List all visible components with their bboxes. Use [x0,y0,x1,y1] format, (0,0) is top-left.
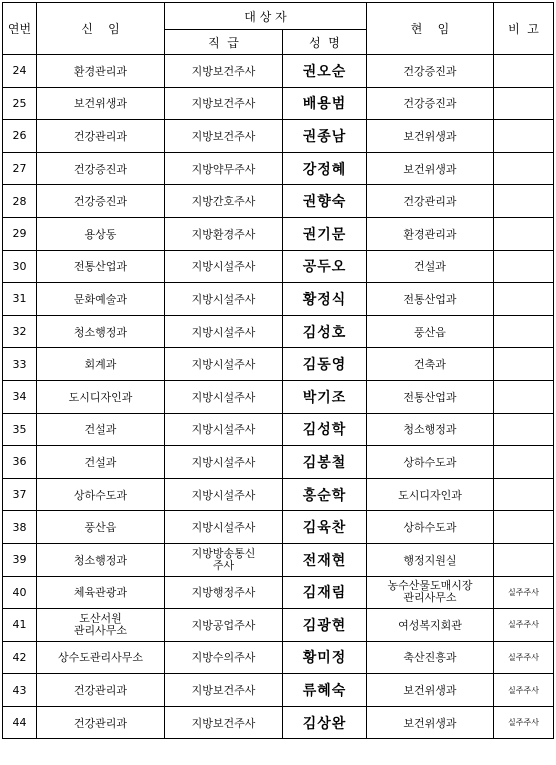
table-row [3,641,554,674]
cell-new-post: 전통산업과 [37,250,165,283]
table-row [3,315,554,348]
cell-seq: 41 [3,609,37,642]
cell-name: 황정식 [283,283,367,316]
cell-name: 류혜숙 [283,674,367,707]
cell-seq: 30 [3,250,37,283]
cell-remarks [494,217,554,250]
cell-remarks: 실주주사 [494,641,554,674]
cell-current-post: 보건위생과 [367,706,494,739]
cell-rank: 지방보건주사 [165,87,283,120]
cell-rank: 지방약무주사 [165,152,283,185]
cell-rank: 지방시설주사 [165,446,283,479]
cell-rank: 지방시설주사 [165,478,283,511]
cell-remarks [494,543,554,576]
cell-name: 김상완 [283,706,367,739]
cell-seq: 37 [3,478,37,511]
table-row [3,609,554,642]
cell-remarks [494,283,554,316]
cell-seq: 36 [3,446,37,479]
cell-name: 김재림 [283,576,367,609]
cell-seq: 29 [3,217,37,250]
cell-remarks [494,152,554,185]
cell-rank: 지방방송통신 주사 [165,543,283,576]
cell-rank: 지방간호주사 [165,185,283,218]
cell-current-post: 행정지원실 [367,543,494,576]
cell-new-post: 건설과 [37,446,165,479]
cell-new-post: 건강관리과 [37,120,165,153]
cell-remarks [494,446,554,479]
cell-remarks [494,413,554,446]
cell-remarks [494,55,554,88]
table-row [3,706,554,739]
cell-name: 김동영 [283,348,367,381]
cell-rank: 지방보건주사 [165,674,283,707]
cell-seq: 27 [3,152,37,185]
cell-new-post: 건강증진과 [37,152,165,185]
cell-new-post: 도산서원 관리사무소 [37,609,165,642]
cell-remarks [494,185,554,218]
cell-seq: 28 [3,185,37,218]
cell-name: 황미정 [283,641,367,674]
table-row [3,185,554,218]
cell-new-post: 청소행정과 [37,315,165,348]
cell-rank: 지방시설주사 [165,348,283,381]
table-row [3,446,554,479]
cell-current-post: 상하수도과 [367,511,494,544]
cell-name: 권종남 [283,120,367,153]
cell-seq: 43 [3,674,37,707]
cell-name: 공두오 [283,250,367,283]
cell-current-post: 여성복지회관 [367,609,494,642]
cell-new-post: 용상동 [37,217,165,250]
cell-seq: 40 [3,576,37,609]
header-seq: 연번 [3,3,37,55]
cell-rank: 지방보건주사 [165,706,283,739]
cell-remarks [494,120,554,153]
cell-name: 전재현 [283,543,367,576]
cell-rank: 지방공업주사 [165,609,283,642]
cell-current-post: 도시디자인과 [367,478,494,511]
cell-name: 김광현 [283,609,367,642]
personnel-table [2,2,554,739]
cell-name: 강정혜 [283,152,367,185]
table-row [3,348,554,381]
cell-rank: 지방보건주사 [165,55,283,88]
table-row [3,511,554,544]
cell-seq: 31 [3,283,37,316]
cell-seq: 26 [3,120,37,153]
table-row [3,576,554,609]
table-row [3,543,554,576]
header-new-post: 신 임 [37,3,165,55]
cell-current-post: 축산진흥과 [367,641,494,674]
cell-current-post: 전통산업과 [367,380,494,413]
cell-remarks: 실주주사 [494,609,554,642]
cell-seq: 42 [3,641,37,674]
table-row [3,674,554,707]
cell-seq: 34 [3,380,37,413]
cell-name: 권기문 [283,217,367,250]
cell-rank: 지방시설주사 [165,283,283,316]
table-row [3,55,554,88]
cell-remarks [494,87,554,120]
cell-new-post: 청소행정과 [37,543,165,576]
cell-seq: 24 [3,55,37,88]
cell-name: 홍순학 [283,478,367,511]
cell-rank: 지방시설주사 [165,315,283,348]
cell-name: 김봉철 [283,446,367,479]
cell-new-post: 문화예술과 [37,283,165,316]
cell-name: 김성학 [283,413,367,446]
cell-current-post: 전통산업과 [367,283,494,316]
cell-rank: 지방행정주사 [165,576,283,609]
cell-current-post: 보건위생과 [367,152,494,185]
cell-current-post: 건강관리과 [367,185,494,218]
cell-current-post: 환경관리과 [367,217,494,250]
cell-remarks [494,348,554,381]
table-row [3,152,554,185]
cell-name: 박기조 [283,380,367,413]
cell-rank: 지방수의주사 [165,641,283,674]
table-row [3,250,554,283]
header-name: 성 명 [283,30,367,55]
cell-new-post: 환경관리과 [37,55,165,88]
cell-rank: 지방보건주사 [165,120,283,153]
cell-name: 권오순 [283,55,367,88]
header-current-post: 현 임 [367,3,494,55]
table-body [3,55,554,739]
cell-name: 김육찬 [283,511,367,544]
cell-name: 김성호 [283,315,367,348]
cell-seq: 32 [3,315,37,348]
cell-current-post: 건설과 [367,250,494,283]
cell-current-post: 건축과 [367,348,494,381]
table-row [3,120,554,153]
cell-new-post: 상하수도과 [37,478,165,511]
cell-seq: 39 [3,543,37,576]
cell-remarks: 실주주사 [494,674,554,707]
cell-new-post: 건강관리과 [37,674,165,707]
cell-current-post: 건강증진과 [367,87,494,120]
cell-seq: 35 [3,413,37,446]
table-row [3,283,554,316]
cell-current-post: 농수산물도매시장 관리사무소 [367,576,494,609]
cell-remarks [494,250,554,283]
cell-rank: 지방시설주사 [165,250,283,283]
cell-new-post: 건강관리과 [37,706,165,739]
cell-seq: 38 [3,511,37,544]
cell-current-post: 청소행정과 [367,413,494,446]
table-row [3,413,554,446]
cell-remarks: 실주주사 [494,576,554,609]
cell-current-post: 보건위생과 [367,120,494,153]
header-remarks: 비 고 [494,3,554,55]
cell-new-post: 상수도관리사무소 [37,641,165,674]
cell-remarks [494,511,554,544]
cell-rank: 지방시설주사 [165,511,283,544]
header-rank: 직 급 [165,30,283,55]
cell-rank: 지방시설주사 [165,413,283,446]
cell-seq: 33 [3,348,37,381]
cell-new-post: 회계과 [37,348,165,381]
table-row [3,87,554,120]
cell-current-post: 상하수도과 [367,446,494,479]
table-row [3,217,554,250]
cell-current-post: 풍산읍 [367,315,494,348]
cell-current-post: 건강증진과 [367,55,494,88]
cell-remarks [494,380,554,413]
table-row [3,380,554,413]
cell-new-post: 체육관광과 [37,576,165,609]
cell-current-post: 보건위생과 [367,674,494,707]
cell-new-post: 건강증진과 [37,185,165,218]
table-header [3,3,554,55]
cell-new-post: 건설과 [37,413,165,446]
cell-rank: 지방시설주사 [165,380,283,413]
cell-new-post: 풍산읍 [37,511,165,544]
cell-remarks [494,478,554,511]
cell-rank: 지방환경주사 [165,217,283,250]
cell-new-post: 보건위생과 [37,87,165,120]
header-target: 대 상 자 [165,3,367,30]
cell-seq: 44 [3,706,37,739]
cell-remarks: 실주주사 [494,706,554,739]
cell-seq: 25 [3,87,37,120]
cell-name: 배용범 [283,87,367,120]
cell-name: 권향숙 [283,185,367,218]
cell-new-post: 도시디자인과 [37,380,165,413]
cell-remarks [494,315,554,348]
table-row [3,478,554,511]
